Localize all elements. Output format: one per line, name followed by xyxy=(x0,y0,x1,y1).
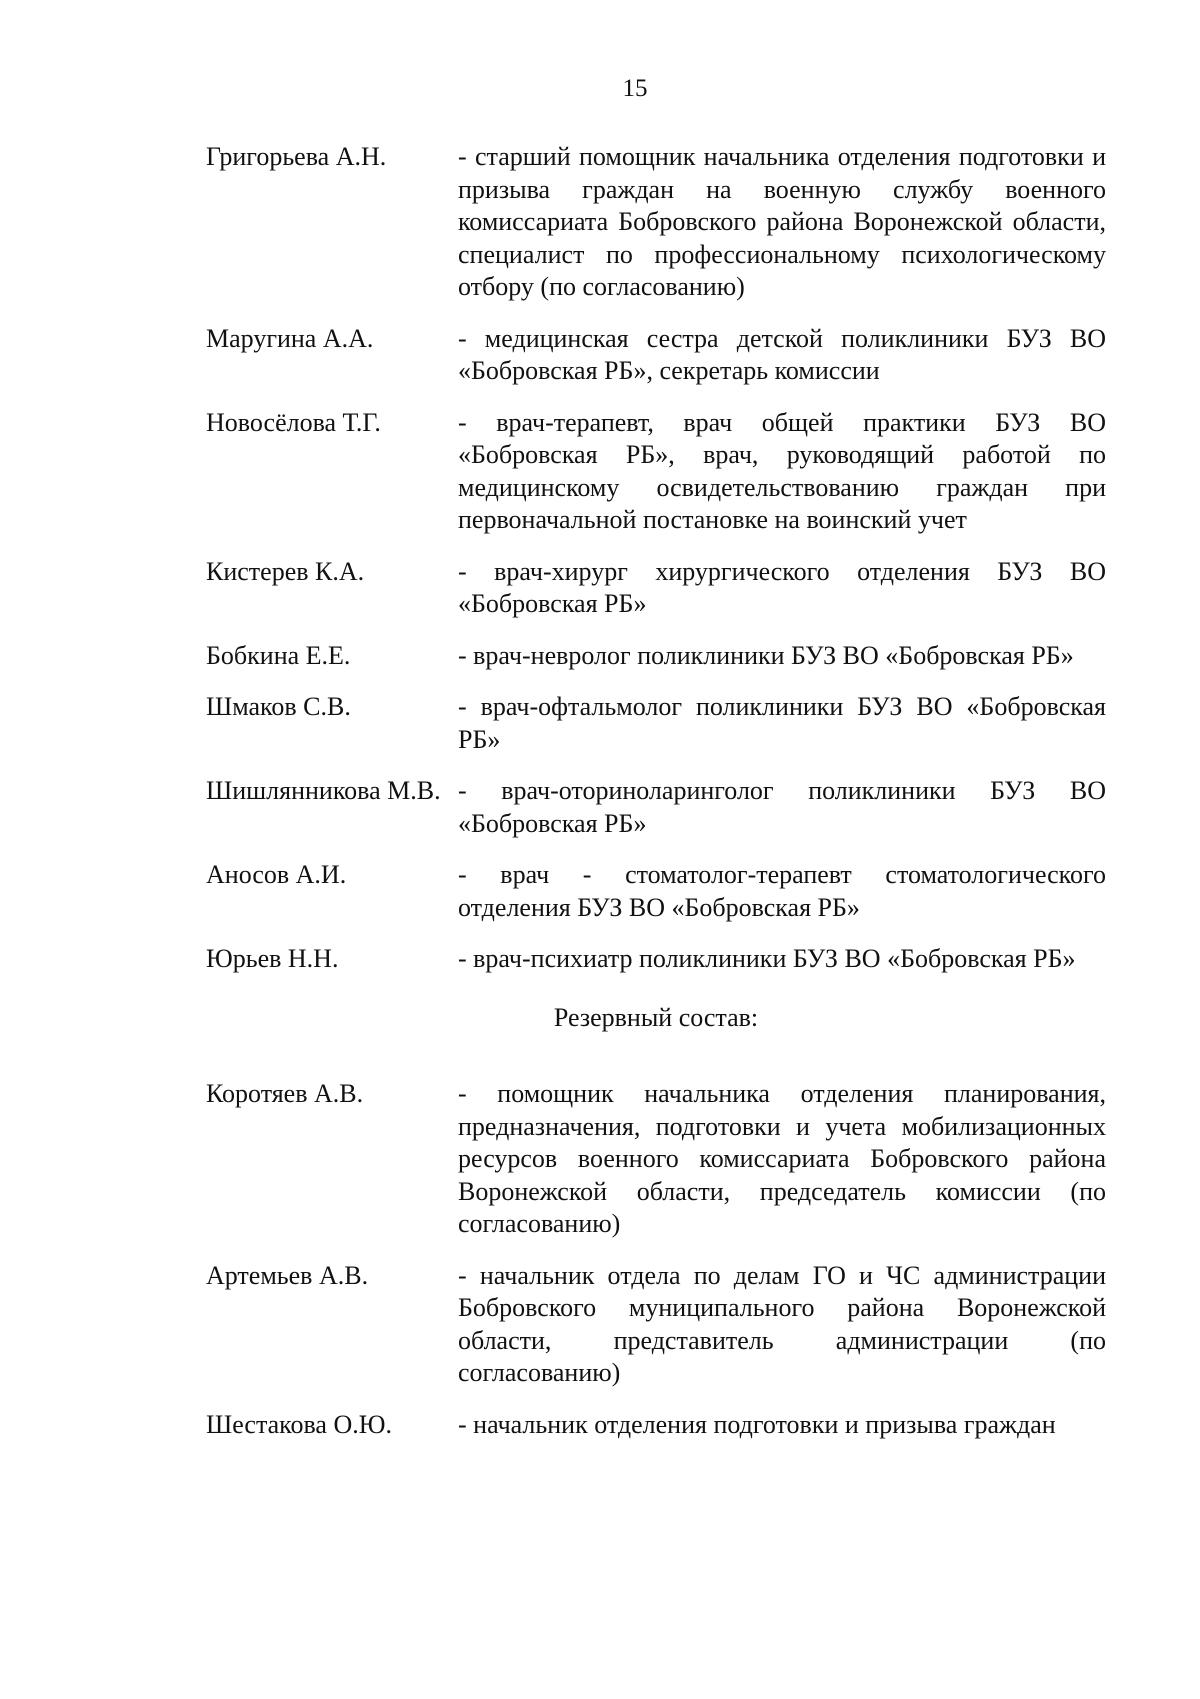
member-entry xyxy=(206,407,1106,537)
member-description: - врач-хирург хирургического отделения БУЗ ВО «Бобровская РБ» xyxy=(458,556,1106,618)
member-name: Шестакова О.Ю. xyxy=(206,1409,392,1439)
member-name: Шмаков С.В. xyxy=(206,692,351,721)
member-name: Аносов А.И. xyxy=(206,860,347,889)
reserve-member-entry xyxy=(206,1078,1106,1241)
member-name: Коротяев А.В. xyxy=(206,1079,364,1108)
member-description: - начальник отдела по делам ГО и ЧС администрации Бобровского муниципального района Воронежской области, представитель администрации (по согласованию) xyxy=(458,1260,1106,1387)
member-entry xyxy=(206,691,1106,756)
member-entry xyxy=(206,640,1106,673)
member-entry xyxy=(206,943,1106,976)
member-description: - врач-офтальмолог поликлиники БУЗ ВО «Бобровская РБ» xyxy=(458,692,1106,754)
member-name: Маругина А.А. xyxy=(206,323,374,353)
member-entry xyxy=(206,775,1106,840)
member-description: - помощник начальника отделения планирования, предназначения, подготовки и учета мобилизационных ресурсов военного комиссариата Бобровского района Воронежской области, председатель комиссии (по согласованию) xyxy=(458,1079,1106,1238)
member-description: - врач-психиатр поликлиники БУЗ ВО «Бобровская РБ» xyxy=(458,944,1076,973)
reserve-member-entry xyxy=(206,1260,1106,1390)
member-entry xyxy=(206,859,1106,924)
member-description: - начальник отделения подготовки и призыва граждан xyxy=(458,1409,1056,1439)
member-name: Юрьев Н.Н. xyxy=(206,944,339,973)
member-entry xyxy=(206,323,1106,388)
member-name: Артемьев А.В. xyxy=(206,1260,369,1290)
reserve-section-heading: Резервный состав: xyxy=(553,1002,759,1032)
member-description: - врач - стоматолог-терапевт стоматологического отделения БУЗ ВО «Бобровская РБ» xyxy=(458,860,1106,922)
member-description: - врач-оториноларинголог поликлиники БУЗ ВО «Бобровская РБ» xyxy=(458,776,1106,838)
member-entry xyxy=(206,141,1106,304)
member-description: - старший помощник начальника отделения подготовки и призыва граждан на военную службу военного комиссариата Бобровского района Воронежской области, специалист по профессиональному психологическому отбору (по согласованию) xyxy=(458,142,1106,301)
member-description: - медицинская сестра детской поликлиники БУЗ ВО «Бобровская РБ», секретарь комиссии xyxy=(458,323,1106,385)
member-name: Кистерев К.А. xyxy=(206,556,365,586)
member-name: Бобкина Е.Е. xyxy=(206,640,351,670)
member-name: Новосёлова Т.Г. xyxy=(206,407,381,437)
page-number: 15 xyxy=(622,75,648,102)
reserve-member-entry xyxy=(206,1409,1106,1442)
commission-list xyxy=(206,141,1106,1441)
member-description: - врач-терапевт, врач общей практики БУЗ ВО «Бобровская РБ», врач, руководящий работой по медицинскому освидетельствованию граждан при первоначальной постановке на воинский учет xyxy=(458,407,1106,534)
member-description: - врач-невролог поликлиники БУЗ ВО «Бобровская РБ» xyxy=(458,640,1074,670)
member-entry xyxy=(206,556,1106,621)
member-name: Шишлянникова М.В. xyxy=(206,776,441,805)
member-name: Григорьева А.Н. xyxy=(206,142,387,171)
